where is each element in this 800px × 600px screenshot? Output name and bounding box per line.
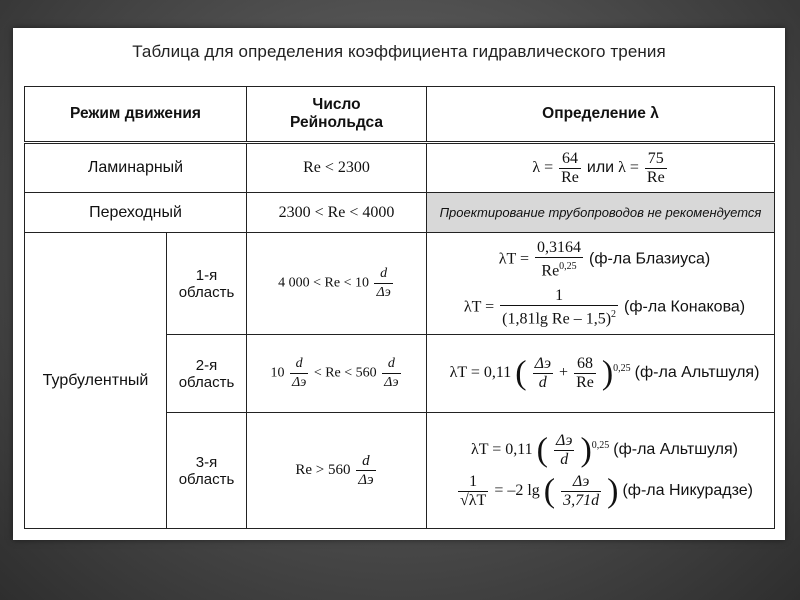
numerator: d bbox=[290, 355, 308, 374]
left-paren: ( bbox=[543, 472, 556, 509]
fraction-d-delta-2 bbox=[382, 355, 400, 392]
table-row-turbulent-1 bbox=[25, 233, 775, 335]
numerator: d bbox=[382, 355, 400, 374]
den-base: (1,81lg Re – 1,5) bbox=[502, 309, 612, 327]
header-mode: Режим движения bbox=[25, 87, 247, 143]
fraction-delta-d bbox=[554, 432, 574, 469]
fraction-d-delta bbox=[356, 452, 375, 489]
denominator: Re bbox=[561, 168, 579, 186]
re-transition: 2300 < Re < 4000 bbox=[247, 193, 427, 233]
right-paren: ) bbox=[601, 354, 614, 392]
re-coef: 10 bbox=[270, 365, 285, 381]
fraction-konakov bbox=[500, 287, 618, 328]
lambda-t: λT = bbox=[498, 250, 530, 268]
page-title: Таблица для определения коэффициента гидравлического трения bbox=[132, 42, 666, 61]
formula-name: (ф-ла Альтшуля) bbox=[634, 364, 760, 382]
fraction-1-sqrt-lambda bbox=[458, 473, 488, 510]
friction-table bbox=[24, 86, 775, 529]
numerator: 1 bbox=[458, 473, 488, 492]
numerator: 64 bbox=[559, 150, 581, 169]
table-row-laminar bbox=[25, 143, 775, 193]
formula-name: (ф-ла Блазиуса) bbox=[589, 250, 711, 268]
re-expression: 4 000 < Re < 10 bbox=[278, 275, 369, 291]
nikuradse-formula bbox=[435, 473, 774, 510]
fraction-delta-371d bbox=[561, 473, 601, 510]
numerator: d bbox=[374, 265, 392, 284]
lambda-symbol-2: λ = bbox=[618, 158, 639, 176]
fraction-64-re bbox=[559, 150, 581, 187]
denominator: d bbox=[560, 450, 569, 468]
altshul-formula-rough bbox=[435, 432, 774, 469]
re-area-1 bbox=[247, 233, 427, 335]
denominator bbox=[535, 258, 583, 280]
den-base: Re bbox=[541, 262, 560, 280]
denominator: Δэ bbox=[291, 375, 307, 390]
equals-minus-2lg: = –2 lg bbox=[494, 481, 540, 499]
mode-laminar: Ламинарный bbox=[25, 143, 247, 193]
numerator: 0,3164 bbox=[537, 239, 582, 257]
fraction-75-re bbox=[645, 150, 667, 187]
plus-sign: + bbox=[559, 364, 569, 382]
header-reynolds-line1: Число bbox=[312, 96, 361, 113]
den-exp: 0,25 bbox=[559, 261, 577, 273]
denominator: Re bbox=[646, 168, 665, 186]
denominator: Δэ bbox=[358, 472, 374, 488]
re-expression: Re > 560 bbox=[295, 461, 351, 478]
denominator: 3,71d bbox=[563, 491, 600, 509]
numerator: Δэ bbox=[555, 431, 573, 449]
numerator: 1 bbox=[500, 287, 618, 306]
formula-name: (ф-ла Конакова) bbox=[624, 297, 746, 315]
re-laminar: Re < 2300 bbox=[247, 143, 427, 193]
area-2: 2-я область bbox=[167, 335, 247, 413]
mode-transition: Переходный bbox=[25, 193, 247, 233]
right-paren: ) bbox=[580, 431, 592, 468]
lambda-area-1 bbox=[427, 233, 775, 335]
numerator: d bbox=[356, 452, 375, 471]
slide bbox=[13, 28, 785, 540]
denominator: Re bbox=[576, 374, 594, 391]
numerator: 75 bbox=[645, 150, 667, 169]
re-expression: < Re < 560 bbox=[313, 365, 377, 381]
lambda-symbol: λ = bbox=[532, 158, 554, 176]
fraction-d-delta bbox=[374, 265, 392, 302]
exponent: 0,25 bbox=[591, 439, 610, 451]
right-paren: ) bbox=[607, 472, 619, 509]
table-header-row bbox=[25, 87, 775, 143]
area-1: 1-я область bbox=[167, 233, 247, 335]
area-3: 3-я область bbox=[167, 413, 247, 529]
re-area-3 bbox=[247, 413, 427, 529]
denominator bbox=[500, 306, 618, 328]
re-area-2 bbox=[247, 335, 427, 413]
header-reynolds bbox=[247, 87, 427, 143]
fraction-delta-d bbox=[533, 355, 553, 392]
numerator: 68 bbox=[574, 355, 596, 374]
lambda-area-3 bbox=[427, 413, 775, 529]
fraction-68-re bbox=[574, 355, 596, 392]
konakov-formula bbox=[435, 287, 774, 328]
lambda-t-coef: λT = 0,11 bbox=[449, 364, 512, 382]
table-row-transition bbox=[25, 193, 775, 233]
header-lambda: Определение λ bbox=[427, 87, 775, 143]
denominator: d bbox=[538, 374, 547, 391]
left-paren: ( bbox=[515, 354, 527, 392]
denominator: √λT bbox=[460, 491, 487, 509]
lambda-area-2 bbox=[427, 335, 775, 413]
header-reynolds-line2: Рейнольдса bbox=[290, 114, 383, 131]
numerator: Δэ bbox=[561, 473, 601, 492]
lambda-laminar bbox=[427, 143, 775, 193]
formula-name: (ф-ла Никурадзе) bbox=[622, 481, 753, 499]
left-paren: ( bbox=[536, 431, 548, 468]
fraction-d-delta-1 bbox=[290, 355, 308, 392]
numerator: Δэ bbox=[534, 355, 552, 372]
exponent: 0,25 bbox=[613, 362, 631, 374]
blasius-formula bbox=[435, 239, 774, 280]
lambda-t: λT = bbox=[463, 297, 495, 315]
lambda-t-coef: λT = 0,11 bbox=[470, 440, 533, 458]
denominator: Δэ bbox=[376, 285, 391, 300]
formula-name: (ф-ла Альтшуля) bbox=[613, 440, 738, 458]
fraction-blasius bbox=[535, 239, 583, 280]
den-exp: 2 bbox=[611, 308, 617, 320]
transition-note: Проектирование трубопроводов не рекомендуется bbox=[427, 193, 775, 233]
denominator: Δэ bbox=[384, 375, 399, 390]
or-text: или bbox=[586, 158, 615, 176]
mode-turbulent: Турбулентный bbox=[25, 233, 167, 529]
